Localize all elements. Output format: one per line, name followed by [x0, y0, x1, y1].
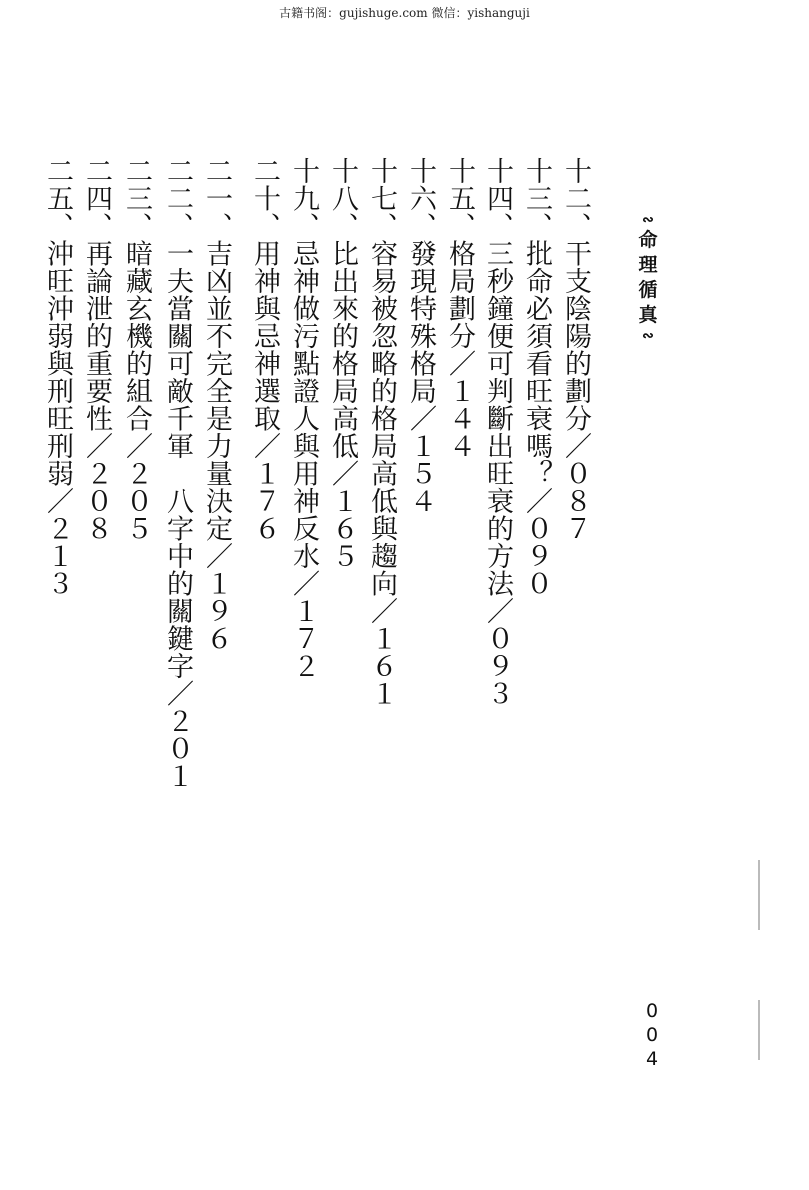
book-title-char: 理	[638, 254, 658, 276]
toc-entry-23[interactable]: 二三、暗藏玄機的組合／２０５	[121, 157, 152, 542]
ornament-bottom-icon: ∾	[642, 328, 654, 344]
book-title-char: 命	[638, 229, 658, 251]
book-title	[633, 212, 663, 344]
page-edge-mark	[758, 1000, 760, 1060]
toc-entry-17[interactable]: 十七、容易被忽略的格局高低與趨向／１６１	[366, 157, 397, 707]
toc-entry-19[interactable]: 十九、忌神做污點證人與用神反水／１７２	[288, 157, 319, 680]
toc-entry-24[interactable]: 二四、再論泄的重要性／２０８	[81, 157, 112, 542]
toc-entry-12[interactable]: 十二、干支陰陽的劃分／０８７	[560, 157, 591, 542]
watermark: 古籍书阁：gujishuge.com 微信：yishanguji	[279, 6, 530, 20]
toc-entry-22[interactable]: 二二、一夫當關可敵千軍 八字中的關鍵字／２０１	[162, 157, 193, 790]
ornament-top-icon: ∾	[642, 212, 654, 228]
page-edge-mark	[758, 860, 760, 930]
toc-entry-15[interactable]: 十五、格局劃分／１４４	[444, 157, 475, 460]
book-title-char: 真	[638, 304, 658, 326]
toc-entry-13[interactable]: 十三、批命必須看旺衰嗎？／０９０	[521, 157, 552, 597]
toc-entry-16[interactable]: 十六、發現特殊格局／１５４	[405, 157, 436, 515]
book-title-char: 循	[638, 279, 658, 301]
toc-entry-14[interactable]: 十四、三秒鐘便可判斷出旺衰的方法／０９３	[482, 157, 513, 707]
toc-entry-20[interactable]: 二十、用神與忌神選取／１７６	[249, 157, 280, 542]
page-number: 004	[641, 1000, 663, 1072]
toc-entry-21[interactable]: 二一、吉凶並不完全是力量決定／１９６	[201, 157, 232, 652]
toc-entry-25[interactable]: 二五、沖旺沖弱與刑旺刑弱／２１３	[42, 157, 73, 597]
toc-entry-18[interactable]: 十八、比出來的格局高低／１６５	[327, 157, 358, 570]
